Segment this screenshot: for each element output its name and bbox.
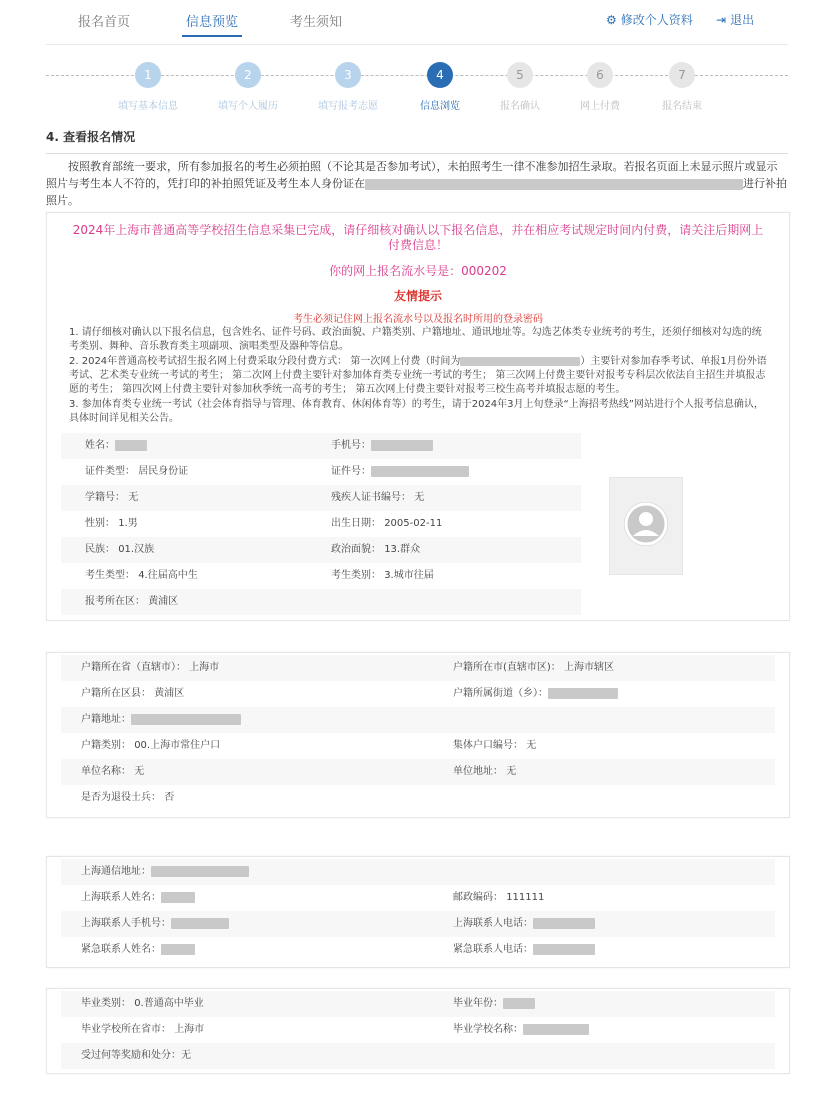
political-label: 政治面貌： xyxy=(331,544,381,555)
field-collective-no xyxy=(453,733,536,759)
notice-item-2-a: 2. 2024年普通高校考试招生报名网上付费采取分段付费方式： 第一次网上付费（时间为 xyxy=(69,356,461,367)
avatar-icon xyxy=(624,502,668,546)
student-no-label: 学籍号： xyxy=(85,492,125,503)
row-stripe xyxy=(61,759,775,785)
field-hukou-province xyxy=(81,655,219,681)
step-4 xyxy=(395,62,485,112)
step-3-circle: 3 xyxy=(335,62,361,88)
personal-info-grid xyxy=(47,433,789,613)
id-type-label: 证件类型： xyxy=(85,466,135,477)
step-7-circle: 7 xyxy=(669,62,695,88)
gender-value: 1.男 xyxy=(118,518,138,529)
field-employer-address xyxy=(453,759,516,785)
county-value: 黄浦区 xyxy=(154,688,185,699)
province-label: 户籍所在省（直辖市）： xyxy=(81,662,186,673)
veteran-label: 是否为退役士兵： xyxy=(81,792,161,803)
field-political-status xyxy=(331,537,420,563)
logout-label: 退出 xyxy=(730,13,755,27)
employer-label: 单位名称： xyxy=(81,766,131,777)
political-value: 13.群众 xyxy=(384,544,421,555)
field-disability-no xyxy=(331,485,424,511)
photo-notice-text-a: 按照教育部统一要求，所有参加报名的考生必须拍照（不论其是否参加考试），未拍照考生一律不准参加招生录取。若报名页面上未显示照片或显示照片与考生本人不符的，凭打印的补拍照凭证及考生本人身份证在 xyxy=(46,160,778,190)
household-info-panel xyxy=(46,652,790,818)
field-id-number xyxy=(331,459,469,485)
redacted-emergency-name xyxy=(161,944,195,955)
district-value: 黄浦区 xyxy=(148,596,179,607)
progress-steps xyxy=(0,52,834,122)
grad-year-label: 毕业年份： xyxy=(453,998,503,1009)
step-1-circle: 1 xyxy=(135,62,161,88)
tab-info-preview[interactable]: 信息预览 xyxy=(186,11,238,30)
field-hukou-type xyxy=(81,733,220,759)
nav-divider xyxy=(46,44,788,45)
field-school-name xyxy=(453,1017,589,1043)
category-label: 考生类别： xyxy=(331,570,381,581)
school-name-label: 毕业学校名称： xyxy=(453,1024,523,1035)
province-value: 上海市 xyxy=(189,662,220,673)
field-hukou-address xyxy=(81,707,241,733)
candidate-photo xyxy=(609,477,683,575)
redacted-mail-address xyxy=(151,866,249,877)
redacted-contact-tel xyxy=(533,918,595,929)
field-mail-address xyxy=(81,859,249,885)
redacted-name xyxy=(115,440,147,451)
redacted-contact-name xyxy=(161,892,195,903)
notice-block xyxy=(47,213,789,426)
tab-candidate-notice[interactable]: 考生须知 xyxy=(290,15,343,30)
redacted-phone xyxy=(371,440,433,451)
field-phone xyxy=(331,433,433,459)
step-5-label: 报名确认 xyxy=(500,101,540,112)
redacted-school-name xyxy=(523,1024,589,1035)
zip-value: 111111 xyxy=(506,892,545,903)
step-4-circle: 4 xyxy=(427,62,453,88)
field-ethnicity xyxy=(85,537,154,563)
redacted-contact-mobile xyxy=(171,918,229,929)
section-title: 4. 查看报名情况 xyxy=(46,128,788,154)
step-2-circle: 2 xyxy=(235,62,261,88)
step-7 xyxy=(637,62,727,112)
field-zip-code xyxy=(453,885,544,911)
field-veteran xyxy=(81,785,174,811)
registration-summary-panel xyxy=(46,212,790,621)
city-label: 户籍所在市(直辖市区)： xyxy=(453,662,561,673)
redacted-date-range xyxy=(460,357,580,366)
county-label: 户籍所在区县： xyxy=(81,688,151,699)
step-2-label: 填写个人履历 xyxy=(218,101,278,112)
notice-item-2 xyxy=(69,355,767,397)
employer-addr-value: 无 xyxy=(506,766,517,777)
gear-icon: ⚙ xyxy=(606,13,617,27)
student-no-value: 无 xyxy=(128,492,139,503)
step-1 xyxy=(103,62,193,112)
step-5 xyxy=(475,62,565,112)
district-label: 报考所在区： xyxy=(85,596,145,607)
contact-name-label: 上海联系人姓名： xyxy=(81,892,161,903)
serial-number-line xyxy=(69,262,767,279)
type-value: 4.往届高中生 xyxy=(138,570,198,581)
gender-label: 性别： xyxy=(85,518,115,529)
field-hukou-county xyxy=(81,681,184,707)
emergency-tel-label: 紧急联系人电话： xyxy=(453,944,533,955)
hukou-type-label: 户籍类别： xyxy=(81,740,131,751)
logout-icon: ⇥ xyxy=(716,13,727,27)
school-city-value: 上海市 xyxy=(174,1024,205,1035)
ethnic-label: 民族： xyxy=(85,544,115,555)
field-candidate-type xyxy=(85,563,198,589)
photo-notice-paragraph xyxy=(46,158,788,209)
notice-headline: 2024年上海市普通高等学校招生信息采集已完成，请仔细核对确认以下报名信息，并在相应考试规定时间内付费，请关注后期网上付费信息！ xyxy=(72,223,764,252)
edit-profile-label: 修改个人资料 xyxy=(620,13,693,27)
edit-profile-link[interactable] xyxy=(606,11,693,28)
step-3-label: 填写报考志愿 xyxy=(318,101,378,112)
logout-link[interactable] xyxy=(716,11,754,28)
redacted-location xyxy=(365,179,743,190)
birth-label: 出生日期： xyxy=(331,518,381,529)
field-school-city xyxy=(81,1017,204,1043)
employer-addr-label: 单位地址： xyxy=(453,766,503,777)
field-grad-type xyxy=(81,991,204,1017)
collective-value: 无 xyxy=(526,740,537,751)
field-hukou-city xyxy=(453,655,614,681)
type-label: 考生类型： xyxy=(85,570,135,581)
step-1-label: 填写基本信息 xyxy=(118,101,178,112)
redacted-address xyxy=(131,714,241,725)
mail-addr-label: 上海通信地址： xyxy=(81,866,151,877)
collective-label: 集体户口编号： xyxy=(453,740,523,751)
field-name xyxy=(85,433,147,459)
redacted-emergency-tel xyxy=(533,944,595,955)
street-label: 户籍所属街道（乡）： xyxy=(453,688,548,699)
field-candidate-category xyxy=(331,563,434,589)
step-7-label: 报名结束 xyxy=(662,101,702,112)
redacted-grad-year xyxy=(503,998,535,1009)
grad-type-value: 0.普通高中毕业 xyxy=(134,998,204,1009)
serial-number: 000202 xyxy=(461,264,507,278)
redacted-street xyxy=(548,688,618,699)
field-employer xyxy=(81,759,144,785)
name-label: 姓名： xyxy=(85,440,115,451)
step-3 xyxy=(303,62,393,112)
notice-item-1: 1. 请仔细核对确认以下报名信息，包含姓名、证件号码、政治面貌、户籍类别、户籍地址、通讯地址等。勾选艺体类专业统考的考生，还须仔细核对勾选的统考类别、舞种、音乐教育类主项副项、演唱类型及器种等信息。 xyxy=(69,327,762,352)
field-awards xyxy=(81,1043,191,1069)
city-value: 上海市辖区 xyxy=(564,662,614,673)
step-6-circle: 6 xyxy=(587,62,613,88)
field-district xyxy=(85,589,178,615)
top-navigation xyxy=(0,0,834,42)
photo-notice-text-b: 进行补拍照片。 xyxy=(46,177,787,207)
step-4-label: 信息浏览 xyxy=(420,101,460,112)
notice-item-3: 3. 参加体育类专业统一考试（社会体育指导与管理、体育教育、休闲体育等）的考生，请于2024年3月上旬登录“上海招考热线”网站进行个人报考信息确认，具体时间详见相关公告。 xyxy=(69,399,764,424)
step-6 xyxy=(555,62,645,112)
field-id-type xyxy=(85,459,188,485)
phone-label: 手机号： xyxy=(331,440,371,451)
veteran-value: 否 xyxy=(164,792,175,803)
step-5-circle: 5 xyxy=(507,62,533,88)
contact-info-panel xyxy=(46,856,790,968)
awards-label: 受过何等奖励和处分： xyxy=(81,1050,181,1061)
disability-label: 残疾人证书编号： xyxy=(331,492,411,503)
hukou-type-value: 00.上海市常住户口 xyxy=(134,740,221,751)
education-info-panel xyxy=(46,988,790,1074)
id-type-value: 居民身份证 xyxy=(138,466,189,477)
field-contact-name xyxy=(81,885,195,911)
redacted-id-number xyxy=(371,466,469,477)
contact-tel-label: 上海联系人电话： xyxy=(453,918,533,929)
awards-value: 无 xyxy=(181,1050,191,1061)
contact-mobile-label: 上海联系人手机号： xyxy=(81,918,171,929)
zip-label: 邮政编码： xyxy=(453,892,503,903)
grad-type-label: 毕业类别： xyxy=(81,998,131,1009)
serial-label: 你的网上报名流水号是： xyxy=(329,264,462,278)
employer-value: 无 xyxy=(134,766,145,777)
disability-value: 无 xyxy=(414,492,425,503)
step-6-label: 网上付费 xyxy=(580,101,620,112)
emergency-name-label: 紧急联系人姓名： xyxy=(81,944,161,955)
ethnic-value: 01.汉族 xyxy=(118,544,155,555)
field-emergency-tel xyxy=(453,937,595,963)
field-emergency-name xyxy=(81,937,195,963)
tab-home[interactable]: 报名首页 xyxy=(78,15,131,30)
category-value: 3.城市往届 xyxy=(384,570,434,581)
field-gender xyxy=(85,511,138,537)
id-number-label: 证件号： xyxy=(331,466,371,477)
field-birth-date xyxy=(331,511,442,537)
field-hukou-street xyxy=(453,681,618,707)
field-student-no xyxy=(85,485,138,511)
field-grad-year xyxy=(453,991,535,1017)
birth-value: 2005-02-11 xyxy=(384,518,443,529)
school-city-label: 毕业学校所在省市： xyxy=(81,1024,171,1035)
field-contact-mobile xyxy=(81,911,229,937)
step-2 xyxy=(203,62,293,112)
field-contact-tel xyxy=(453,911,595,937)
tip-title: 友情提示 xyxy=(393,289,442,303)
address-label: 户籍地址： xyxy=(81,714,131,725)
notice-item-2-b: ）主要针对参加春季考试、单报1月份外语考试、艺术类专业统一考试的考生； 第二次网上付费主要针对参加体育类专业统一考试的考生； 第三次网上付费主要针对报考专科层次依法自主招生并填报志愿的考生； 第四次网上付费主要针对参加秋季统一高考的考生； 第五次网上付费主要针对报考三校生高考并填报志愿的考生。 xyxy=(69,356,767,395)
row-stripe xyxy=(61,485,581,511)
tip-subtitle: 考生必须记住网上报名流水号以及报名时所用的登录密码 xyxy=(293,314,543,325)
